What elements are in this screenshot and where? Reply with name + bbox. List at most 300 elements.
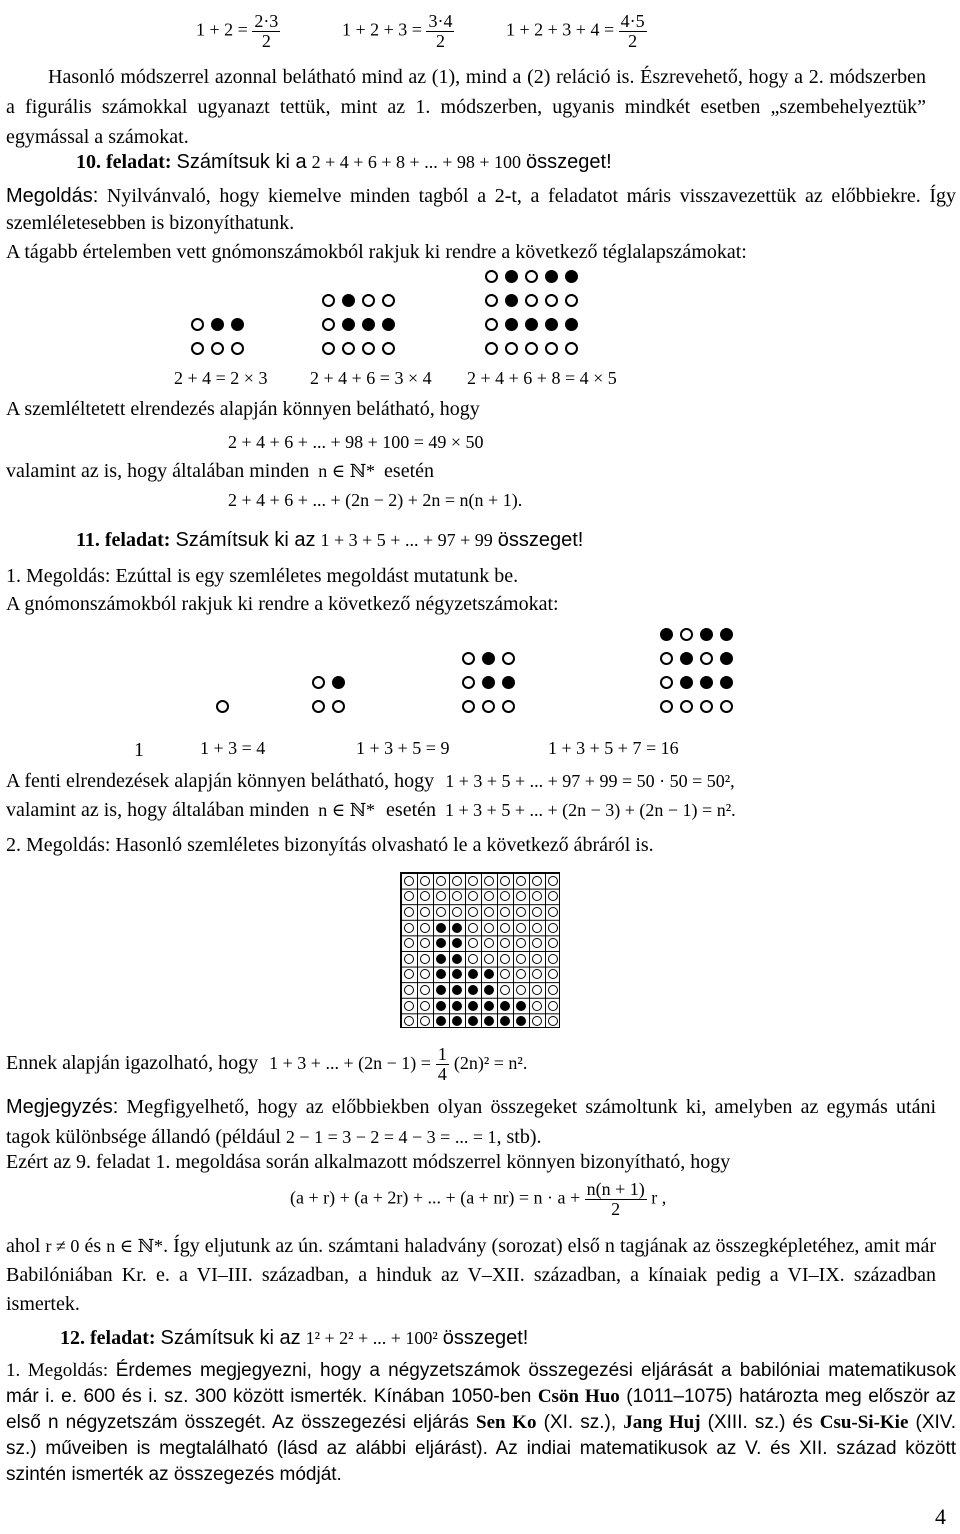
task-tail: összeget! [497,529,584,551]
empty-dot [548,907,558,917]
formula-left: 1 + 2 + 3 + 4 = [506,19,615,40]
empty-dot [500,891,510,901]
square-caption-4: 1 + 3 + 5 + 7 = 16 [548,738,679,758]
grid-cell [497,889,513,905]
filled-dot [436,1016,446,1026]
grid-cell [417,1013,433,1029]
grid-cell [465,982,481,998]
empty-dot [548,954,558,964]
solution-11-2: 2. Megoldás: Hasonló szemléletes bizonyítás olvasható le a következő ábráról is. [6,834,654,856]
empty-dot [468,954,478,964]
dot-row [481,312,581,336]
filled-dot [468,985,478,995]
name-csu-si-kie: Csu-Si-Kie [819,1412,909,1433]
grid-cell [545,998,561,1014]
empty-dot [485,342,498,355]
task-title: 11. feladat: [76,529,171,551]
empty-dot [420,1016,430,1026]
empty-dot [545,342,558,355]
history-text: (1011–1075) határozta meg először az első n négyzetszám összegét. Az összegezési eljárás [6,1386,956,1433]
empty-dot [525,294,538,307]
grid-cell [481,935,497,951]
filled-dot [660,628,673,641]
filled-dot [452,969,462,979]
empty-dot [532,954,542,964]
equation-right: (2n)² = n². [453,1052,528,1073]
empty-dot [362,294,375,307]
grid-cell [417,967,433,983]
empty-dot [468,923,478,933]
empty-dot [548,985,558,995]
empty-dot [500,938,510,948]
paragraph-szemleltetett: A szemléltetett elrendezés alapján könnyen belátható, hogy [6,398,480,420]
empty-dot [484,923,494,933]
empty-dot [216,700,229,713]
grid-cell [481,998,497,1014]
filled-dot [452,1001,462,1011]
solution-11-1 [6,564,518,588]
grid-cell [417,935,433,951]
grid-cell [401,920,417,936]
grid-cell [465,951,481,967]
empty-dot [462,676,475,689]
filled-dot [362,318,375,331]
filled-dot [525,318,538,331]
solution-10 [6,183,956,237]
empty-dot [660,700,673,713]
filled-dot [436,1001,446,1011]
task-formula: 1² + 2² + ... + 100² [305,1328,438,1348]
grid-cell [545,967,561,983]
dot-row [656,694,736,718]
grid-cell [481,920,497,936]
empty-dot [382,342,395,355]
empty-dot [485,270,498,283]
paragraph-square-numbers: A gnómonszámokból rakjuk ki rendre a következő négyzetszámokat: [6,593,559,615]
grid-cell [529,951,545,967]
formula-left: 1 + 2 + 3 = [342,19,422,40]
empty-dot [404,938,414,948]
grid-cell [465,998,481,1014]
task-formula: 2 + 4 + 6 + 8 + ... + 98 + 100 [311,152,522,172]
text-es: és [84,1235,102,1257]
grid-cell [513,951,529,967]
filled-dot [505,294,518,307]
grid-cell [481,904,497,920]
empty-dot [548,923,558,933]
empty-dot [505,342,518,355]
grid-cell [497,982,513,998]
filled-dot [720,676,733,689]
dot-figure [187,312,247,360]
grid-cell [401,1013,417,1029]
task-formula: 1 + 3 + 5 + ... + 97 + 99 [320,530,493,550]
dot-row [318,312,398,336]
grid-cell [529,998,545,1014]
empty-dot [484,938,494,948]
empty-dot [660,676,673,689]
grid-cell [513,920,529,936]
fraction [252,12,280,51]
filled-dot [436,954,446,964]
empty-dot [516,938,526,948]
task-text: Számítsuk ki a [176,151,307,173]
filled-dot [502,676,515,689]
filled-dot [452,923,462,933]
text-eseten: esetén [384,460,435,482]
filled-dot [700,628,713,641]
grid-cell [529,935,545,951]
dot-row [481,264,581,288]
empty-dot [436,876,446,886]
task-tail: összeget! [526,151,612,173]
filled-dot [382,318,395,331]
empty-dot [462,652,475,665]
solution-text: Nyilvánvaló, hogy kiemelve minden tagból a 2-t, a feladatot máris visszavezettük az előbbiekre. Így szemléletesebben is bizonyíthatunk. [6,185,957,234]
filled-dot [342,318,355,331]
filled-dot [482,676,495,689]
square-caption-3: 1 + 3 + 5 = 9 [356,738,450,758]
empty-dot [516,985,526,995]
grid-cell [545,935,561,951]
dot-row [458,646,518,670]
equation-sum-even-100: 2 + 4 + 6 + ... + 98 + 100 = 49 × 50 [228,432,484,452]
fraction-denominator: 2 [435,30,445,51]
equation-right: r , [651,1187,667,1208]
fraction-denominator: 4 [437,1063,447,1084]
empty-dot [700,700,713,713]
name-sen-ko: Sen Ko [476,1412,537,1433]
odd-sum-grid-figure [400,872,560,1028]
empty-dot [484,954,494,964]
dot-figure [656,622,736,718]
grid-cell [513,873,529,889]
solution-text: Ezúttal is egy szemléletes megoldást mutatunk be. [115,565,519,587]
empty-dot [342,342,355,355]
dot-row [187,312,247,336]
empty-dot [500,923,510,933]
text-eseten: esetén [386,799,437,821]
empty-dot [312,700,325,713]
fraction-numerator: n(n + 1) [586,1179,645,1199]
empty-dot [548,891,558,901]
empty-dot [548,876,558,886]
empty-dot [452,891,462,901]
grid-cell [417,873,433,889]
empty-dot [500,969,510,979]
grid-cell [465,1013,481,1029]
paragraph-ezert: Ezért az 9. feladat 1. megoldása során alkalmazott módszerrel könnyen bizonyítható, hogy [6,1151,731,1173]
remark-text: Megfigyelhető, hogy az előbbiekben olyan összegeket számoltunk ki, amelyben az egymás utáni tagok különbsége állandó (például [6,1096,937,1148]
grid-cell [529,889,545,905]
dot-row [656,646,736,670]
grid-cell [433,889,449,905]
grid-cell [417,982,433,998]
task-12 [60,1326,528,1350]
grid-cell [465,889,481,905]
grid-cell [545,904,561,920]
dot-row [308,694,348,718]
empty-dot [452,876,462,886]
empty-dot [420,891,430,901]
remark-formula: 2 − 1 = 3 − 2 = 4 − 3 = ... = 1 [285,1127,497,1147]
empty-dot [532,1001,542,1011]
empty-dot [420,938,430,948]
paragraph-valamint-1 [6,459,434,483]
empty-dot [700,652,713,665]
filled-dot [505,318,518,331]
filled-dot [484,1001,494,1011]
grid-cell [481,1013,497,1029]
dot-row [318,336,398,360]
grid-cell [433,904,449,920]
dot-row [656,670,736,694]
empty-dot [548,1001,558,1011]
empty-dot [420,985,430,995]
grid-cell [481,951,497,967]
empty-dot [680,700,693,713]
grid-cell [529,904,545,920]
grid-cell [497,935,513,951]
empty-dot [532,891,542,901]
dot-row [656,622,736,646]
filled-dot [484,969,494,979]
grid-cell [401,904,417,920]
filled-dot [482,652,495,665]
filled-dot [468,969,478,979]
fraction-numerator: 4·5 [620,11,645,31]
n-in-naturals: n ∈ ℕ* [106,1236,164,1256]
dot-row [308,670,348,694]
empty-dot [404,876,414,886]
grid-cell [529,920,545,936]
empty-dot [525,342,538,355]
empty-dot [452,907,462,917]
empty-dot [532,923,542,933]
filled-dot [452,954,462,964]
filled-dot [545,318,558,331]
grid-cell [481,889,497,905]
filled-dot [516,1016,526,1026]
formula-left: 1 + 2 = [196,19,248,40]
empty-dot [436,891,446,901]
fraction [436,1045,449,1084]
filled-dot [436,969,446,979]
filled-dot [500,1001,510,1011]
filled-dot [468,1016,478,1026]
fraction [619,12,647,51]
empty-dot [420,954,430,964]
empty-dot [191,342,204,355]
filled-dot [500,1016,510,1026]
solution-label: 1. Megoldás: [6,565,111,587]
text: A fenti elrendezések alapján könnyen belátható, hogy [6,770,435,792]
grid-cell [449,889,465,905]
grid-cell [545,920,561,936]
square-caption-1: 1 [134,739,144,761]
grid-cell [401,873,417,889]
grid-cell [513,998,529,1014]
square-caption-2: 1 + 3 = 4 [200,738,266,758]
grid-cell [449,873,465,889]
fraction-denominator: 2 [611,1198,621,1219]
grid-cell [433,873,449,889]
formula-sum-3 [342,12,454,51]
grid-cell [529,967,545,983]
filled-dot [211,318,224,331]
fraction [426,12,454,51]
text: Ennek alapján igazolható, hogy [6,1051,259,1074]
empty-dot [404,1016,414,1026]
empty-dot [485,318,498,331]
dot-row [187,336,247,360]
grid-cell [497,998,513,1014]
filled-dot [436,923,446,933]
grid-cell [497,967,513,983]
grid-cell [497,873,513,889]
empty-dot [500,876,510,886]
empty-dot [191,318,204,331]
empty-dot [720,700,733,713]
empty-dot [548,1016,558,1026]
dot-figure [458,646,518,718]
empty-dot [482,700,495,713]
filled-dot [436,985,446,995]
filled-dot [720,628,733,641]
grid-cell [449,951,465,967]
equation-arithmetic [290,1180,666,1219]
grid-cell [497,951,513,967]
grid-cell [481,982,497,998]
empty-dot [516,891,526,901]
empty-dot [660,652,673,665]
grid-cell [481,873,497,889]
empty-dot [484,876,494,886]
equation-left: (a + r) + (a + 2r) + ... + (a + nr) = n · a + [290,1187,581,1208]
grid-cell [417,998,433,1014]
filled-dot [436,938,446,948]
task-text: Számítsuk ki az [175,529,316,551]
formula-sum-4 [506,12,647,51]
grid-cell [545,873,561,889]
rect-caption-2: 2 + 4 + 6 = 3 × 4 [310,368,432,388]
grid-cell [449,1013,465,1029]
grid-cell [545,1013,561,1029]
empty-dot [420,969,430,979]
grid-cell [529,982,545,998]
empty-dot [516,907,526,917]
empty-dot [420,876,430,886]
paragraph-rect-numbers: A tágabb értelemben vett gnómonszámokból rakjuk ki rendre a következő téglalapszámokat: [6,241,747,263]
grid-cell [545,982,561,998]
empty-dot [468,907,478,917]
dot-figure [481,264,581,360]
fraction-numerator: 3·4 [428,11,453,31]
empty-dot [436,907,446,917]
filled-dot [484,985,494,995]
name-csoen-huo: Csön Huo [537,1386,620,1407]
filled-dot [231,318,244,331]
grid-cell [449,982,465,998]
solution-label: Megoldás: [6,185,99,207]
empty-dot [468,891,478,901]
grid-cell [401,951,417,967]
history-text: (XI. sz.), [536,1412,624,1433]
grid-cell [433,935,449,951]
grid-cell [449,967,465,983]
empty-dot [485,294,498,307]
filled-dot [545,270,558,283]
filled-dot [484,1016,494,1026]
grid-cell [401,889,417,905]
grid-cell [497,904,513,920]
empty-dot [532,969,542,979]
empty-dot [532,985,542,995]
filled-dot [332,676,345,689]
filled-dot [505,270,518,283]
text: ahol [6,1235,41,1257]
empty-dot [545,294,558,307]
page-number: 4 [935,1504,946,1529]
paragraph-valamint-2 [6,798,736,822]
empty-dot [532,907,542,917]
filled-dot [565,270,578,283]
empty-dot [404,954,414,964]
fraction-denominator: 2 [261,30,271,51]
empty-dot [231,342,244,355]
task-10 [76,150,612,174]
task-text: Számítsuk ki az [160,1327,301,1349]
grid-cell [401,998,417,1014]
task-title: 10. feladat: [76,151,172,173]
history-text: (XIII. sz.) és [700,1412,820,1433]
grid-cell [433,998,449,1014]
remark-label: Megjegyzés: [6,1096,119,1118]
formula-sum-2 [196,12,280,51]
empty-dot [532,876,542,886]
task-title: 12. feladat: [60,1327,156,1349]
dot-figure [212,694,232,718]
empty-dot [532,1016,542,1026]
remark [6,1092,936,1152]
empty-dot [680,628,693,641]
filled-dot [565,318,578,331]
rect-caption-3: 2 + 4 + 6 + 8 = 4 × 5 [467,368,617,388]
empty-dot [502,652,515,665]
grid-cell [513,1013,529,1029]
history-text: (XIV. sz.) műveiben is megtalálható (lásd az alábbi eljárást). Az indiai matematikusok az V. és XII. század között szintén ismerték az összegezés módját. [6,1412,956,1485]
empty-dot [548,969,558,979]
empty-dot [322,342,335,355]
equation-general-even: 2 + 4 + 6 + ... + (2n − 2) + 2n = n(n + 1). [228,490,523,510]
grid-cell [497,1013,513,1029]
grid-cell [449,935,465,951]
empty-dot [211,342,224,355]
equation-left: 1 + 3 + ... + (2n − 1) = [269,1052,431,1073]
empty-dot [362,342,375,355]
empty-dot [322,318,335,331]
empty-dot [420,907,430,917]
grid-cell [465,967,481,983]
filled-dot [516,1001,526,1011]
empty-dot [468,876,478,886]
empty-dot [468,938,478,948]
grid-cell [513,935,529,951]
fraction-numerator: 2·3 [254,11,279,31]
empty-dot [404,907,414,917]
empty-dot [382,294,395,307]
empty-dot [500,907,510,917]
